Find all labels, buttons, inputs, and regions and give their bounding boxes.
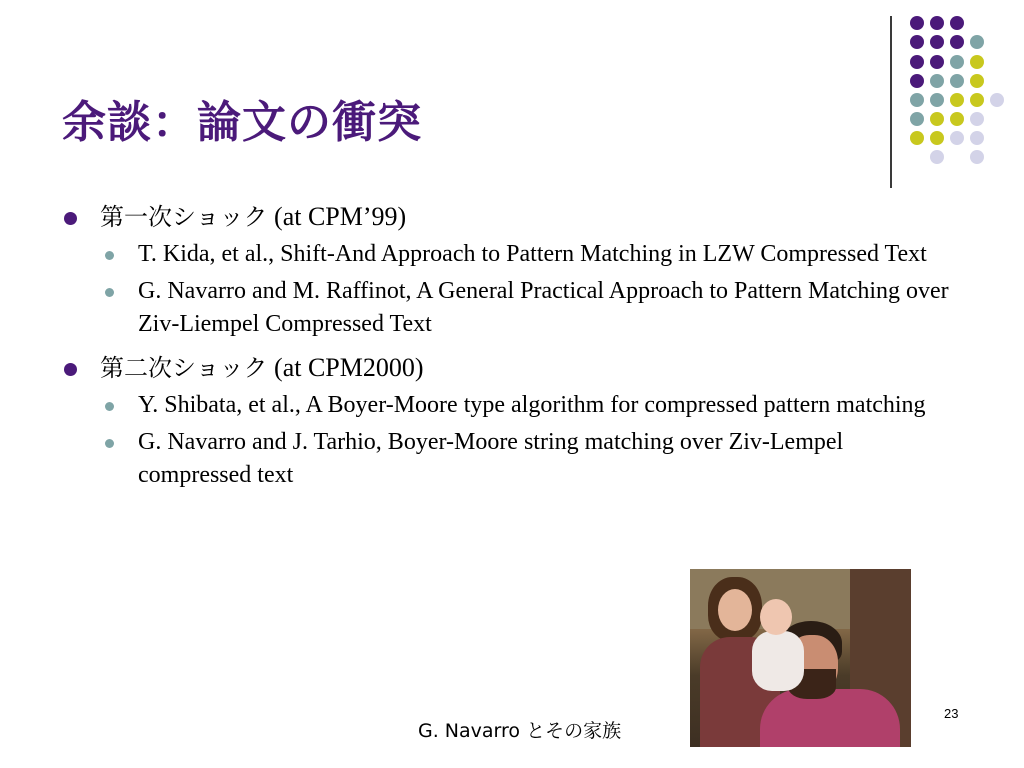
slide-title: 余談：論文の衝突: [62, 97, 422, 148]
bullet-heading-en: (at CPM’99): [267, 202, 407, 231]
decor-dot: [930, 93, 944, 107]
decor-dot: [950, 74, 964, 88]
decor-dot: [910, 35, 924, 49]
decor-dot: [930, 112, 944, 126]
bullet-dot: [105, 251, 114, 260]
decor-dot: [950, 112, 964, 126]
bullet-level2: [62, 238, 958, 271]
decor-dot: [970, 150, 984, 164]
decor-dot: [910, 16, 924, 30]
photo-caption: G. Navarro とその家族: [418, 720, 622, 742]
bullet-level2: [62, 275, 958, 341]
bullet-level1: [62, 200, 962, 234]
decor-dot: [930, 16, 944, 30]
decor-dot: [930, 35, 944, 49]
decor-dot: [910, 112, 924, 126]
bullet-level2: [62, 389, 958, 422]
decor-dot: [970, 131, 984, 145]
vertical-divider: [890, 16, 892, 188]
decor-dot: [970, 112, 984, 126]
photo-baby-body: [752, 631, 804, 691]
decor-dot: [930, 150, 944, 164]
bullet-heading-jp: 第二次ショック: [100, 354, 268, 382]
decor-dot: [950, 93, 964, 107]
page-number: 23: [944, 706, 959, 721]
decor-dot: [970, 35, 984, 49]
decor-dot: [930, 74, 944, 88]
bullet-dot: [105, 402, 114, 411]
decor-dot: [950, 16, 964, 30]
reference-text: T. Kida, et al., Shift-And Approach to Pattern Matching in LZW Compressed Text: [138, 241, 927, 267]
photo-baby-face: [760, 599, 792, 635]
decor-dot: [950, 35, 964, 49]
photo-person-man-body: [760, 689, 900, 747]
decorative-dot-grid: [904, 14, 1014, 174]
decor-dot: [970, 74, 984, 88]
reference-text: G. Navarro and M. Raffinot, A General Practical Approach to Pattern Matching over Ziv-Liempel Compressed Text: [138, 278, 949, 337]
decor-dot: [910, 55, 924, 69]
decor-dot: [950, 55, 964, 69]
bullet-dot: [105, 288, 114, 297]
family-photo: [690, 569, 911, 747]
slide-body: [62, 196, 962, 492]
reference-text: G. Navarro and J. Tarhio, Boyer-Moore string matching over Ziv-Lempel compressed text: [138, 429, 844, 488]
bullet-dot: [64, 212, 77, 225]
decor-dot: [930, 55, 944, 69]
decor-dot: [990, 93, 1004, 107]
bullet-heading-en: (at CPM2000): [267, 353, 424, 382]
bullet-heading-jp: 第一次ショック: [100, 203, 268, 231]
decor-dot: [930, 131, 944, 145]
photo-person-woman-face: [718, 589, 752, 631]
bullet-level2: [62, 426, 958, 492]
decor-dot: [970, 55, 984, 69]
decor-dot: [950, 131, 964, 145]
decor-dot: [910, 74, 924, 88]
reference-text: Y. Shibata, et al., A Boyer-Moore type algorithm for compressed pattern matching: [138, 392, 926, 418]
bullet-level1: [62, 351, 962, 385]
decor-dot: [910, 93, 924, 107]
bullet-dot: [64, 363, 77, 376]
decor-dot: [910, 131, 924, 145]
decor-dot: [970, 93, 984, 107]
bullet-dot: [105, 439, 114, 448]
